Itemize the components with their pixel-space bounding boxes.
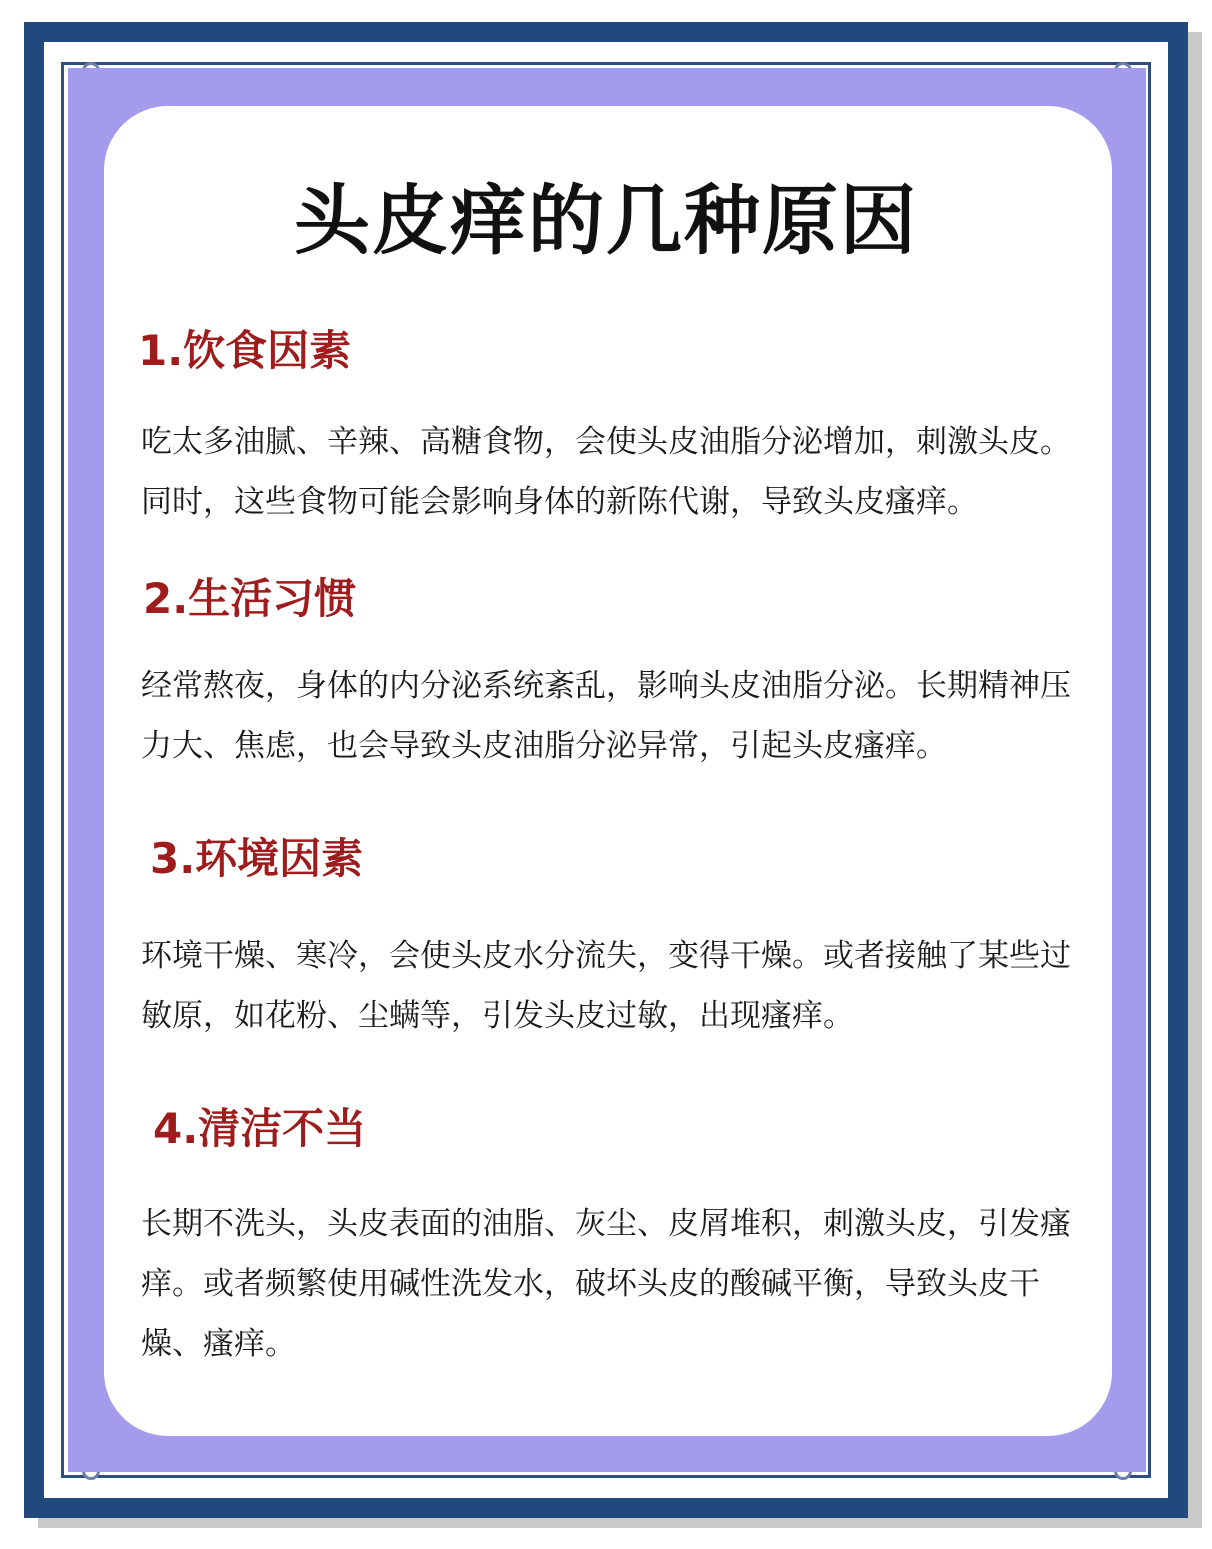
section-body-environment: 环境干燥、寒冷，会使头皮水分流失，变得干燥。或者接触了某些过敏原，如花粉、尘螨等，引发头皮过敏，出现瘙痒。	[141, 938, 1071, 1034]
section-body-cleaning: 长期不洗头，头皮表面的油脂、灰尘、皮屑堆积，刺激头皮，引发瘙痒。或者频繁使用碱性洗发水，破坏头皮的酸碱平衡，导致头皮干燥、瘙痒。	[141, 1206, 1071, 1362]
section-body-habits: 经常熬夜，身体的内分泌系统紊乱，影响头皮油脂分泌。长期精神压力大、焦虑，也会导致头皮油脂分泌异常，引起头皮瘙痒。	[141, 668, 1071, 764]
section-heading-environment: 3.环境因素	[150, 834, 364, 883]
section-heading-habits: 2.生活习惯	[143, 574, 357, 623]
section-body-diet: 吃太多油腻、辛辣、高糖食物，会使头皮油脂分泌增加，刺激头皮。同时，这些食物可能会影响身体的新陈代谢，导致头皮瘙痒。	[141, 424, 1071, 520]
section-heading-cleaning: 4.清洁不当	[153, 1104, 367, 1153]
page-title: 头皮痒的几种原因	[294, 176, 918, 265]
section-heading-diet: 1.饮食因素	[138, 326, 352, 375]
